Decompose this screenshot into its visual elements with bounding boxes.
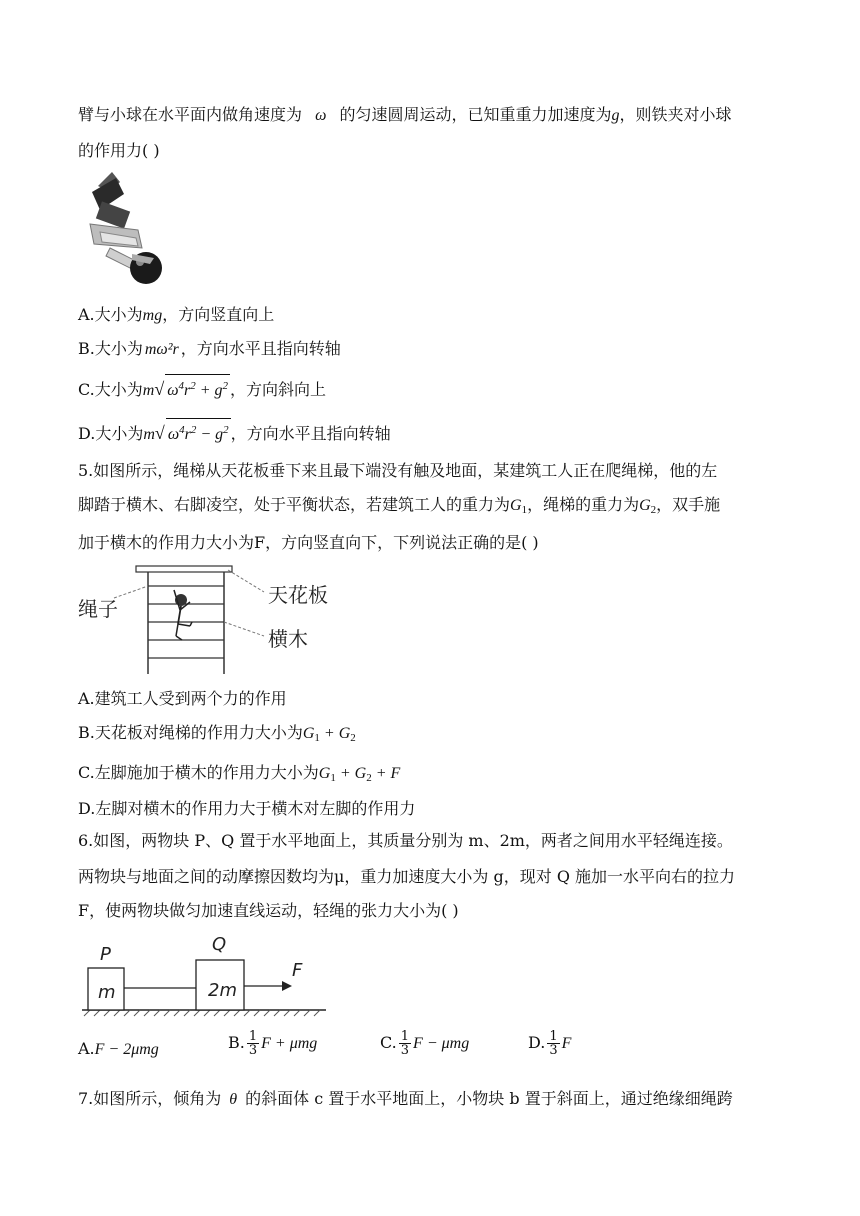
G1-G2-F-expr: $G_1 + G_2 + F$ — [318, 765, 401, 784]
q4-stem-line1 — [78, 104, 732, 127]
q6-option-b-label: B. — [228, 1033, 245, 1052]
sqrt-plus-expr: m√ $\omega^4r^2 + g^2$ — [143, 382, 230, 399]
label-Q: Q — [212, 934, 227, 955]
label-P: P — [100, 944, 111, 965]
label-ceiling: 天花板 — [268, 583, 328, 607]
one-third-fraction: $\frac{1}{3}$ — [400, 1029, 410, 1058]
q5-stem-line2 — [78, 494, 720, 521]
q5-text: ，双手施 — [656, 495, 721, 514]
q4-option-c — [78, 374, 326, 402]
g-symbol: g — [611, 107, 620, 124]
q6-stem-line3: F，使两物块做匀加速直线运动，轻绳的张力大小为( ) — [78, 901, 459, 920]
q5-option-a: A.建筑工人受到两个力的作用 — [78, 689, 287, 708]
label-2m: 2m — [208, 980, 237, 1001]
omega-symbol: ω — [315, 107, 327, 124]
q6-option-a-label: A. — [78, 1039, 95, 1058]
q6-stem-line2: 两物块与地面之间的动摩擦因数均为μ，重力加速度大小为 g，现对 Q 施加一水平向右的拉力 — [78, 867, 736, 886]
q4-option-a — [78, 304, 274, 327]
q5-stem-line1: 5.如图所示，绳梯从天花板垂下来且最下端没有触及地面，某建筑工人正在爬绳梯，他的左 — [78, 461, 718, 480]
q4-option-c-text2: ，方向斜向上 — [230, 380, 327, 399]
one-third-fraction: $\frac{1}{3}$ — [549, 1029, 558, 1058]
q4-option-b-text2: ，方向水平且指向转轴 — [180, 339, 341, 358]
q5-option-c — [78, 762, 400, 789]
sqrt-minus-expr: m√ $\omega^4r^2 - g^2$ — [143, 426, 230, 443]
label-m: m — [98, 982, 116, 1003]
q5-text: ，绳梯的重力为 — [527, 495, 640, 514]
q6-option-b — [228, 1030, 317, 1057]
q5-option-b-text: B.天花板对绳梯的作用力大小为 — [78, 723, 303, 742]
q6-option-c-label: C. — [380, 1033, 397, 1052]
q6-option-d-label: D. — [528, 1033, 546, 1052]
G1-symbol: $G_1$ — [510, 497, 528, 516]
q7-stem-line1 — [78, 1088, 733, 1111]
q4-stem-line2: 的作用力( ) — [78, 141, 160, 160]
label-F: F — [292, 960, 303, 981]
q7-text: 的斜面体 c 置于水平地面上，小物块 b 置于斜面上，通过绝缘细绳跨 — [245, 1089, 733, 1108]
q5-option-d: D.左脚对横木的作用力大于横木对左脚的作用力 — [78, 799, 416, 818]
G2-symbol: $G_2$ — [639, 497, 657, 516]
q4-option-c-text: C.大小为 — [78, 380, 143, 399]
q4-option-d-text2: ，方向水平且指向转轴 — [230, 424, 391, 443]
q6-option-a-expr: F − 2μmg — [94, 1041, 159, 1058]
q6-option-c-expr: F − μmg — [413, 1035, 470, 1052]
q4-option-b — [78, 338, 341, 361]
q6-option-d-expr: F — [561, 1035, 572, 1052]
q4-text: 的匀速圆周运动，已知重重力加速度为 — [339, 105, 612, 124]
q5-option-b — [78, 722, 356, 749]
q6-stem-line1: 6.如图，两物块 P、Q 置于水平地面上，其质量分别为 m、2m，两者之间用水平轻绳连接。 — [78, 831, 733, 850]
q5-stem-line3: 加于横木的作用力大小为F，方向竖直向下，下列说法正确的是( ) — [78, 533, 539, 552]
one-third-fraction: $\frac{1}{3}$ — [248, 1029, 258, 1058]
q4-option-a-text: A.大小为 — [78, 305, 143, 324]
q4-option-b-text: B.大小为 — [78, 339, 143, 358]
q5-option-c-text: C.左脚施加于横木的作用力大小为 — [78, 763, 319, 782]
q4-option-d — [78, 418, 391, 446]
theta-symbol: θ — [229, 1091, 238, 1108]
G1-plus-G2-expr: $G_1 + G_2$ — [302, 725, 356, 744]
q4-option-a-text2: ，方向竖直向上 — [162, 305, 275, 324]
q6-option-a — [78, 1038, 159, 1061]
two-blocks-figure — [78, 930, 338, 1020]
label-rung: 横木 — [268, 627, 308, 651]
q4-text: ，则铁夹对小球 — [619, 105, 732, 124]
label-rope: 绳子 — [78, 597, 118, 621]
q4-text: 臂与小球在水平面内做角速度为 — [78, 105, 303, 124]
rope-ladder-figure — [78, 562, 338, 680]
gripper-ball-figure — [80, 168, 170, 292]
m-omega2-r-expr: mω²r — [144, 341, 179, 358]
q6-option-d — [528, 1030, 571, 1057]
q6-option-c — [380, 1030, 469, 1057]
mg-expr: mg — [142, 307, 163, 324]
q7-text: 7.如图所示，倾角为 — [78, 1089, 222, 1108]
q5-text: 脚踏于横木、右脚凌空，处于平衡状态，若建筑工人的重力为 — [78, 495, 511, 514]
q4-option-d-text: D.大小为 — [78, 424, 144, 443]
q6-option-b-expr: F + μmg — [261, 1035, 318, 1052]
